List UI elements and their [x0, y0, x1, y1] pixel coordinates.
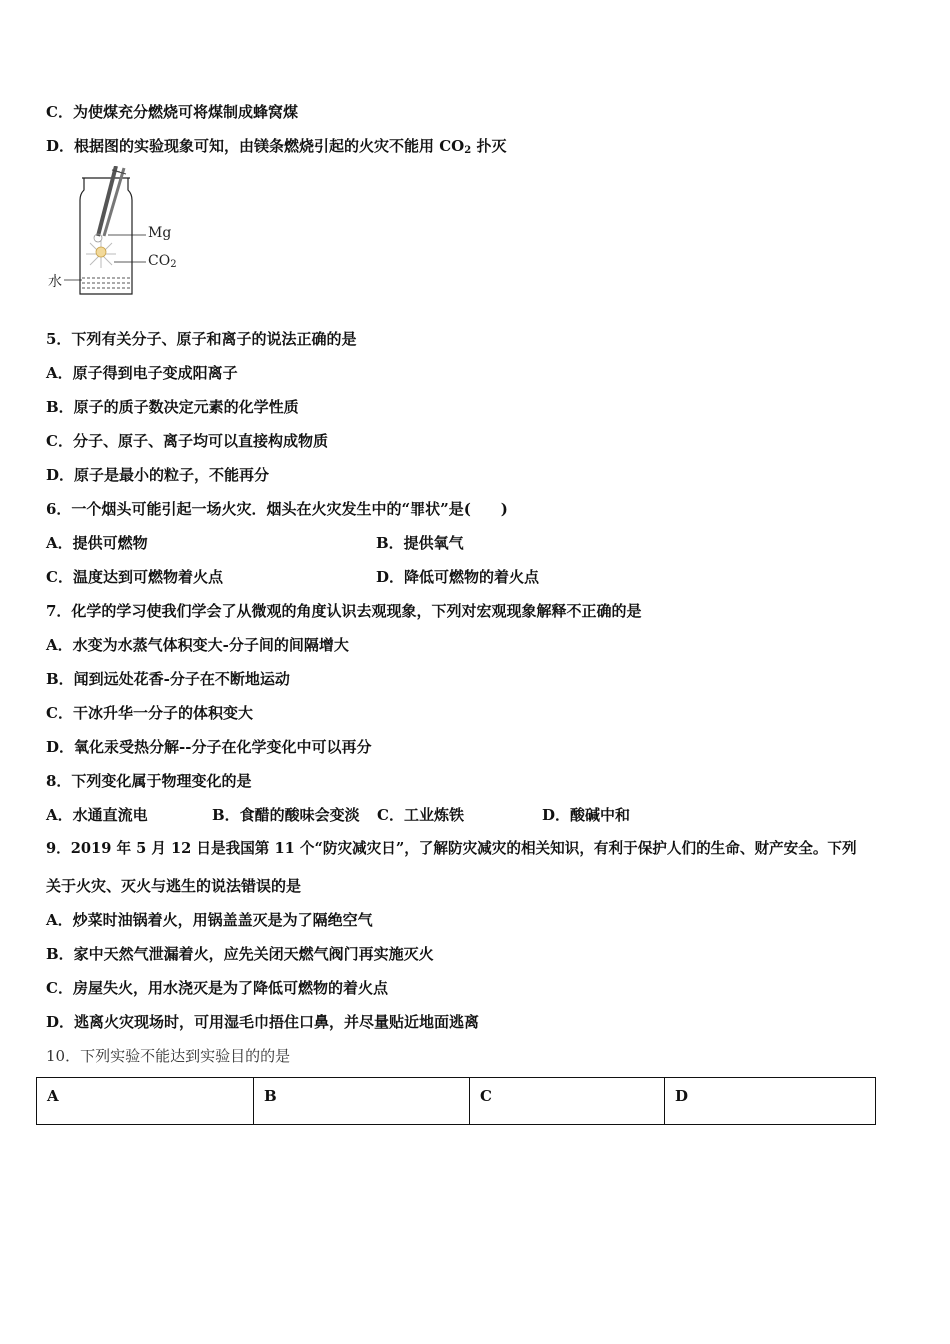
option-9c: C．房屋失火，用水浇灭是为了降低可燃物的着火点 — [46, 979, 388, 997]
option-8b: B．食醋的酸味会变淡 — [212, 806, 360, 824]
q4d-subscript: 2 — [464, 145, 472, 156]
option-9d: D．逃离火灾现场时，可用湿毛巾捂住口鼻，并尽量贴近地面逃离 — [46, 1013, 480, 1031]
co2-label — [148, 253, 177, 270]
option-7a: A．水变为水蒸气体积变大-分子间的间隔增大 — [46, 636, 349, 654]
question-7: 7．化学的学习使我们学会了从微观的角度认识去观现象，下列对宏观现象解释不正确的是 — [46, 602, 642, 620]
option-7c: C．干冰升华一分子的体积变大 — [46, 704, 253, 722]
option-8c: C．工业炼铁 — [377, 806, 464, 824]
option-9a: A．炒菜时油锅着火，用锅盖盖灭是为了隔绝空气 — [46, 911, 373, 929]
q4d-text-end: 扑灭 — [471, 137, 507, 155]
question-5: 5．下列有关分子、原子和离子的说法正确的是 — [46, 330, 357, 348]
water-label: 水 — [48, 274, 62, 290]
option-6d: D．降低可燃物的着火点 — [376, 568, 540, 586]
option-5a: A．原子得到电子变成阳离子 — [46, 364, 238, 382]
line-q4d — [46, 136, 506, 161]
co2-label-text: CO — [148, 253, 171, 269]
question-10: 10．下列实验不能达到实验目的的是 — [46, 1047, 291, 1065]
question-8: 8．下列变化属于物理变化的是 — [46, 772, 252, 790]
option-5d: D．原子是最小的粒子，不能再分 — [46, 466, 270, 484]
question-6: 6．一个烟头可能引起一场火灾．烟头在火灾发生中的“罪状”是( ) — [46, 500, 508, 518]
table-cell-a: A — [37, 1078, 254, 1125]
table-cell-d: D — [665, 1078, 876, 1125]
option-6c: C．温度达到可燃物着火点 — [46, 568, 223, 586]
co2-label-subscript: 2 — [170, 259, 177, 270]
table-cell-c: C — [470, 1078, 665, 1125]
q4d-text: D．根据图的实验现象可知，由镁条燃烧引起的火灾不能用 CO — [46, 137, 465, 155]
options-table — [36, 1077, 876, 1125]
option-9b: B．家中天然气泄漏着火，应先关闭天燃气阀门再实施灭火 — [46, 945, 434, 963]
question-9-line2: 关于火灾、灭火与逃生的说法错误的是 — [46, 877, 302, 895]
option-6a: A．提供可燃物 — [46, 534, 148, 552]
option-8a: A．水通直流电 — [46, 806, 148, 824]
mg-label: Mg — [148, 225, 172, 241]
option-8d: D．酸碱中和 — [542, 806, 631, 824]
line-q4c: C．为使煤充分燃烧可将煤制成蜂窝煤 — [46, 103, 298, 121]
option-7b: B．闻到远处花香-分子在不断地运动 — [46, 670, 290, 688]
option-6b: B．提供氧气 — [376, 534, 464, 552]
option-5c: C．分子、原子、离子均可以直接构成物质 — [46, 432, 328, 450]
question-9-line1: 9．2019 年 5 月 12 日是我国第 11 个“防灾减灾日”，了解防灾减灾的相关知识，有利于保护人们的生命、财产安全。下列 — [46, 840, 857, 857]
table-row — [37, 1078, 876, 1125]
option-5b: B．原子的质子数决定元素的化学性质 — [46, 398, 299, 416]
mg-co2-figure — [46, 166, 186, 298]
table-cell-b: B — [254, 1078, 470, 1125]
option-7d: D．氧化汞受热分解--分子在化学变化中可以再分 — [46, 738, 372, 756]
